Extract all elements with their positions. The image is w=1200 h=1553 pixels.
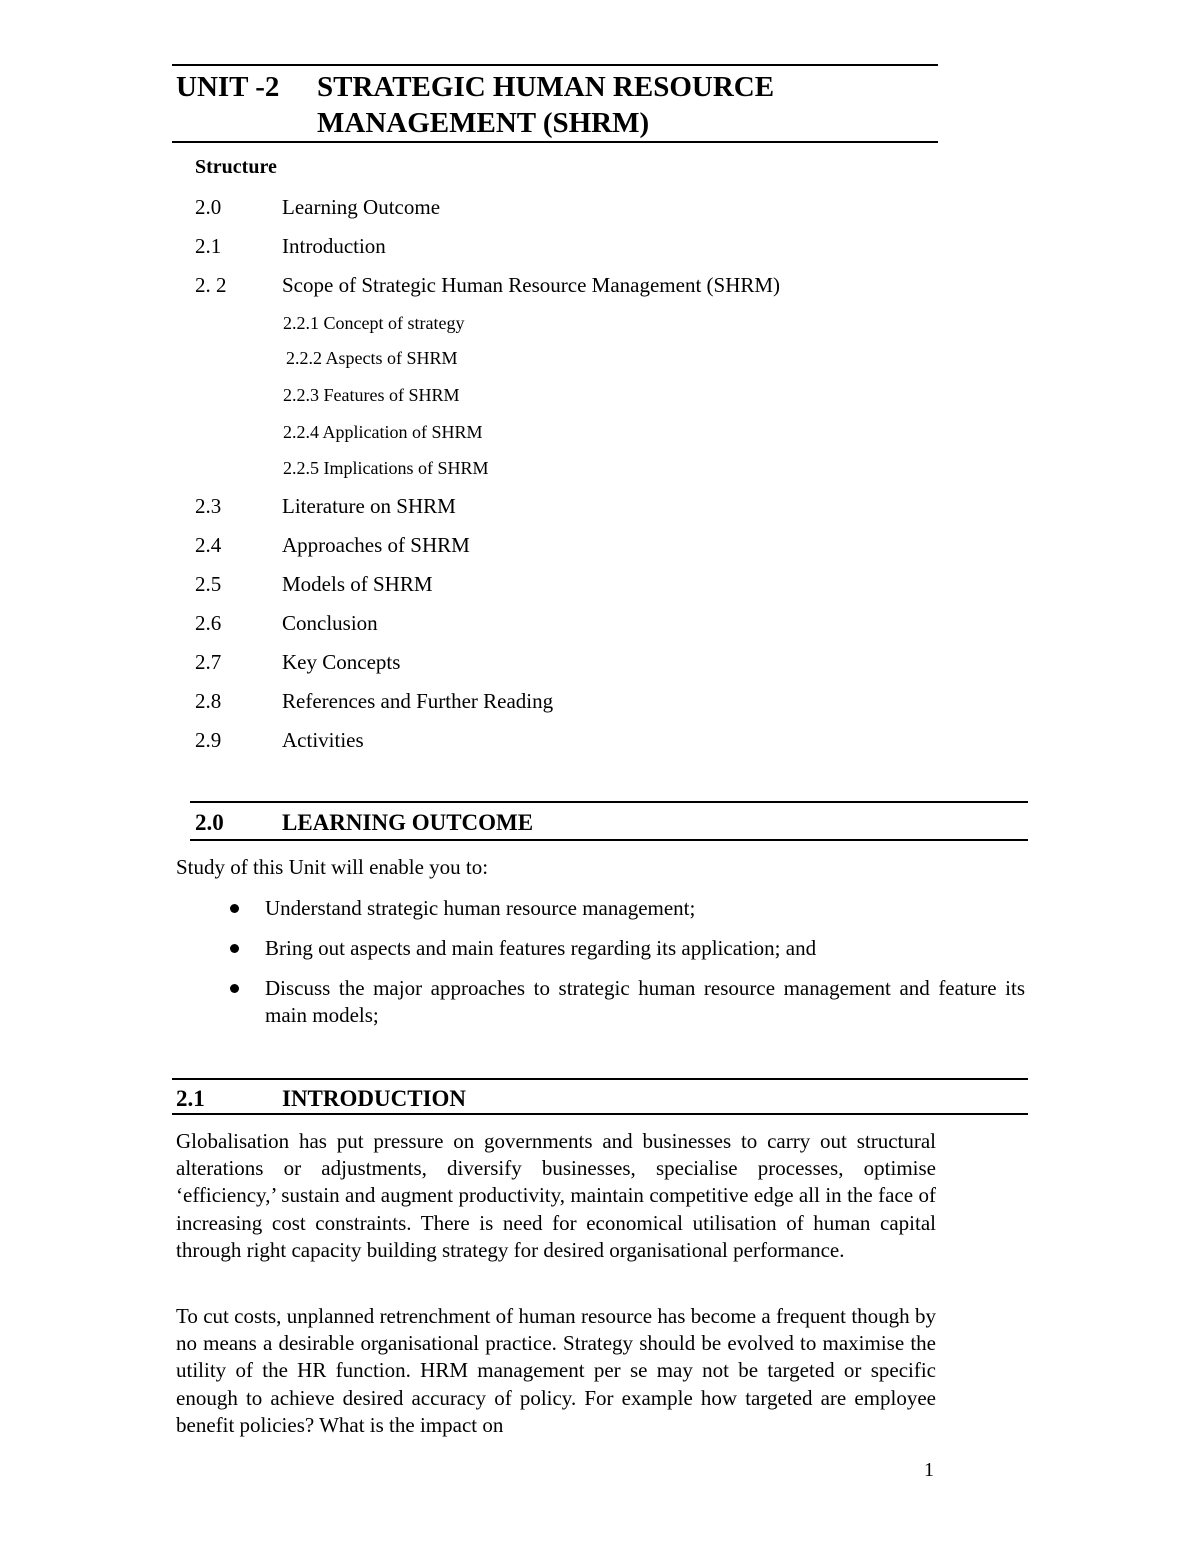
toc-subitem: 2.2.3 Features of SHRM (283, 385, 460, 405)
toc-item-label: Introduction (282, 234, 386, 258)
toc-item-label: Scope of Strategic Human Resource Management (SHRM) (282, 273, 781, 297)
toc-item-number: 2.3 (195, 494, 222, 518)
structure-heading: Structure (195, 156, 277, 178)
section-title: INTRODUCTION (282, 1086, 467, 1111)
bullet-icon (230, 904, 239, 913)
toc-item-number: 2.0 (195, 195, 222, 219)
unit-title-line1: STRATEGIC HUMAN RESOURCE (317, 71, 775, 103)
toc-item-label: Approaches of SHRM (282, 533, 470, 557)
section-number: 2.1 (176, 1086, 205, 1111)
bullet-icon (230, 984, 239, 993)
toc-subitem: 2.2.5 Implications of SHRM (283, 458, 489, 478)
section-number: 2.0 (195, 810, 224, 835)
toc-subitem: 2.2.4 Application of SHRM (283, 422, 483, 442)
introduction-paragraph: Globalisation has put pressure on governments and businesses to carry out structural alterations or adjustments, diversify businesses, specialise processes, optimise ‘efficiency,’ sustain and augment productivity, maintain competitive edge all in the face of increasing cost constraints. There is need for economical utilisation of human capital through right capacity building strategy for desired organisational performance. (176, 1129, 936, 1262)
title-bottom-rule (172, 141, 938, 143)
toc-item-label: References and Further Reading (282, 689, 554, 713)
introduction-paragraph: To cut costs, unplanned retrenchment of human resource has become a frequent though by no means a desirable organisational practice. Strategy should be evolved to maximise the utility of the HR function. HRM management per se may not be targeted or specific enough to achieve desired accuracy of policy. For example how targeted are employee benefit policies? What is the impact on (176, 1304, 936, 1437)
toc-item-number: 2.6 (195, 611, 222, 635)
toc-subitem: 2.2.2 Aspects of SHRM (286, 348, 458, 368)
toc-item-label: Models of SHRM (282, 572, 433, 596)
learning-outcome-intro: Study of this Unit will enable you to: (176, 855, 489, 879)
section-bottom-rule (190, 839, 1028, 841)
unit-label: UNIT -2 (176, 71, 280, 103)
toc-item-number: 2.8 (195, 689, 222, 713)
toc-subitem: 2.2.1 Concept of strategy (283, 313, 465, 333)
toc-item-label: Learning Outcome (282, 195, 441, 219)
bullet-icon (230, 944, 239, 953)
toc-item-label: Literature on SHRM (282, 494, 456, 518)
toc-item-number: 2.1 (195, 234, 222, 258)
toc-item-number: 2. 2 (195, 273, 227, 297)
toc-item-number: 2.5 (195, 572, 222, 596)
toc-item-number: 2.4 (195, 533, 222, 557)
page-number: 1 (924, 1459, 934, 1481)
learning-outcome-bullet: Bring out aspects and main features regarding its application; and (265, 936, 817, 960)
unit-title-line2: MANAGEMENT (SHRM) (317, 107, 650, 139)
toc-item-label: Key Concepts (282, 650, 401, 674)
toc-item-number: 2.7 (195, 650, 222, 674)
title-top-rule (172, 64, 938, 66)
section-title: LEARNING OUTCOME (282, 810, 534, 835)
section-top-rule (190, 801, 1028, 803)
section-bottom-rule (172, 1113, 1028, 1115)
learning-outcome-bullet: Discuss the major approaches to strategic human resource management and feature its main models; (265, 976, 1025, 1027)
toc-item-number: 2.9 (195, 728, 222, 752)
toc-item-label: Activities (282, 728, 364, 752)
learning-outcome-bullet: Understand strategic human resource management; (265, 896, 696, 920)
toc-item-label: Conclusion (282, 611, 378, 635)
section-top-rule (172, 1078, 1028, 1080)
